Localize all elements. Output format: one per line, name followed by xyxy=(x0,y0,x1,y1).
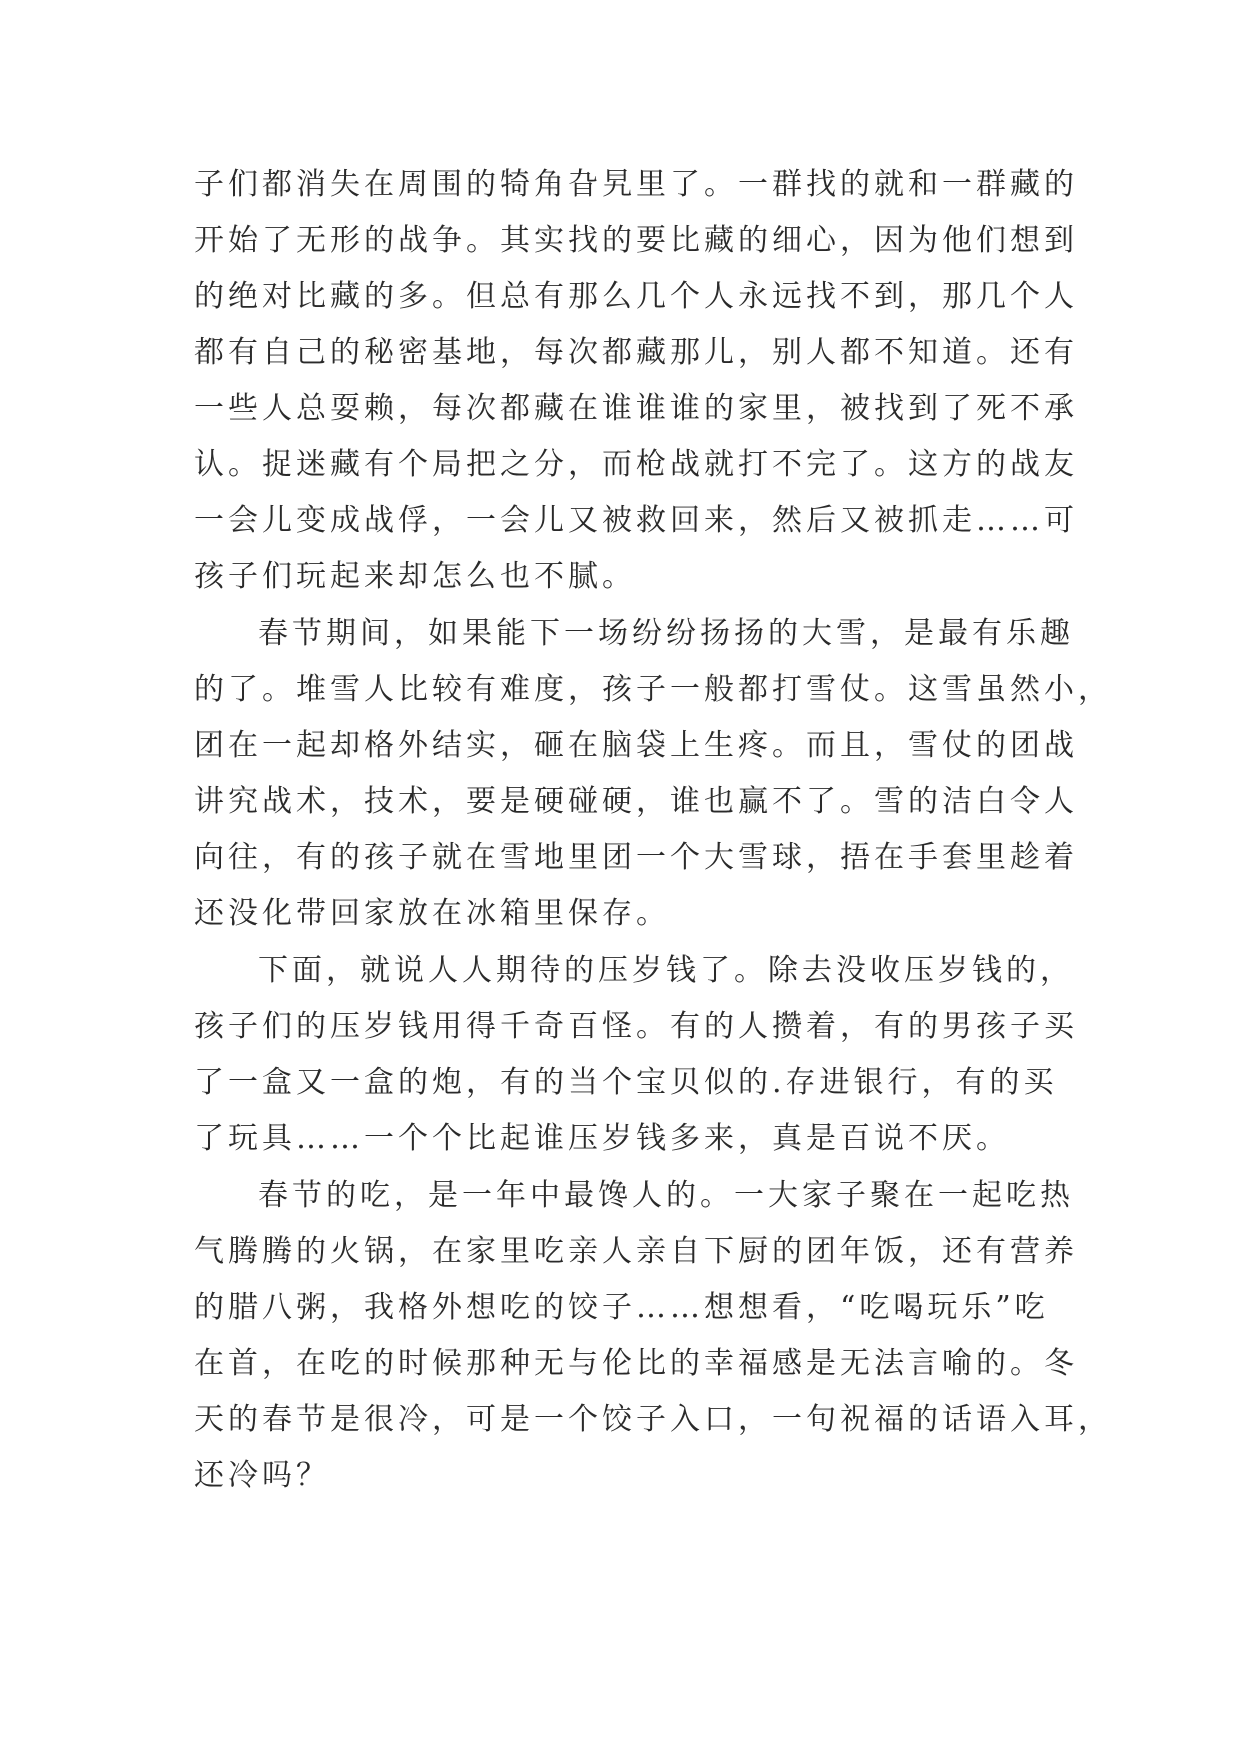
text-line: 子们都消失在周围的犄角旮旯里了。一群找的就和一群藏的 xyxy=(194,167,1078,202)
text-line: 一些人总耍赖，每次都藏在谁谁谁的家里，被找到了死不承 xyxy=(194,391,1078,426)
text-line: 讲究战术，技术，要是硬碰硬，谁也赢不了。雪的洁白令人 xyxy=(194,784,1078,819)
text-line: 孩子们玩起来却怎么也不腻。 xyxy=(194,559,636,594)
text-line: 天的春节是很冷，可是一个饺子入口，一句祝福的话语入耳， xyxy=(194,1402,1112,1437)
text-line: 团在一起却格外结实，砸在脑袋上生疼。而且，雪仗的团战 xyxy=(194,728,1078,763)
text-line: 还没化带回家放在冰箱里保存。 xyxy=(194,896,670,931)
text-line: 一会儿变成战俘，一会儿又被救回来，然后又被抓走……可 xyxy=(194,503,1078,538)
text-line: 在首，在吃的时候那种无与伦比的幸福感是无法言喻的。冬 xyxy=(194,1346,1078,1381)
paragraph-first-line: 春节的吃，是一年中最馋人的。一大家子聚在一起吃热 xyxy=(258,1178,1074,1213)
paragraph-first-line: 春节期间，如果能下一场纷纷扬扬的大雪，是最有乐趣 xyxy=(258,616,1074,651)
body-text xyxy=(194,157,1112,1505)
text-line: 开始了无形的战争。其实找的要比藏的细心，因为他们想到 xyxy=(194,223,1078,258)
text-line: 认。捉迷藏有个局把之分，而枪战就打不完了。这方的战友 xyxy=(194,447,1078,482)
text-line: 的了。堆雪人比较有难度，孩子一般都打雪仗。这雪虽然小， xyxy=(194,672,1112,707)
text-line: 孩子们的压岁钱用得千奇百怪。有的人攒着，有的男孩子买 xyxy=(194,1009,1078,1044)
text-line: 了一盒又一盒的炮，有的当个宝贝似的.存进银行，有的买 xyxy=(194,1065,1058,1100)
paragraph-first-line: 下面，就说人人期待的压岁钱了。除去没收压岁钱的， xyxy=(258,953,1074,988)
text-line: 的腊八粥，我格外想吃的饺子……想想看，“吃喝玩乐”吃 xyxy=(194,1290,1049,1325)
text-line: 向往，有的孩子就在雪地里团一个大雪球，捂在手套里趁着 xyxy=(194,840,1078,875)
text-line: 的绝对比藏的多。但总有那么几个人永远找不到，那几个人 xyxy=(194,279,1078,314)
text-line: 了玩具……一个个比起谁压岁钱多来，真是百说不厌。 xyxy=(194,1121,1010,1156)
text-line: 还冷吗？ xyxy=(194,1458,330,1493)
text-line: 气腾腾的火锅，在家里吃亲人亲自下厨的团年饭，还有营养 xyxy=(194,1234,1078,1269)
text-line: 都有自己的秘密基地，每次都藏那儿，别人都不知道。还有 xyxy=(194,335,1078,370)
